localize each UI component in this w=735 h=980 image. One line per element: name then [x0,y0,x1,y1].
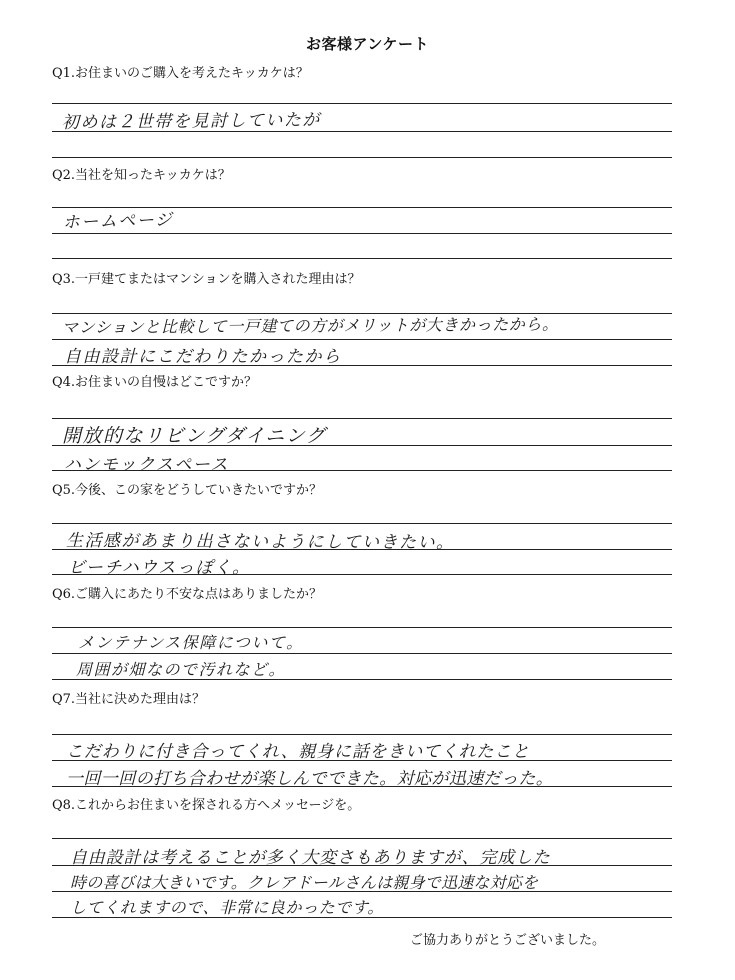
handwritten-answer: 初めは２世帯を見討していたが [61,110,321,133]
handwritten-answer: 自由設計は考えることが多く大変さもありますが、完成した [70,848,551,868]
answer-line [52,653,672,654]
answer-line [52,418,672,419]
answer-line [52,838,672,839]
question-q4: Q4.お住まいの自慢はどこですか？ [52,375,258,390]
closing-message: ご協力ありがとうございました。 [410,933,606,948]
answer-line [52,157,672,158]
answer-line [52,523,672,524]
handwritten-answer: 一回一回の打ち合わせが楽しんでできた。対応が迅速だった。 [66,769,554,789]
handwritten-answer: 周囲が畑なので汚れなど。 [76,660,287,679]
question-q1: Q1.お住まいのご購入を考えたキッカケは？ [52,66,309,81]
question-q2: Q2.当社を知ったキッカケは？ [52,168,231,183]
handwritten-answer: マンションと比較して一戸建ての方がメリットが大きかったから。 [61,314,559,338]
handwritten-answer: 自由設計にこだわりたかったから [64,347,342,367]
handwritten-answer: こだわりに付き合ってくれ、親身に話をきいてくれたこと [66,742,530,762]
answer-line [52,734,672,735]
handwritten-answer: 開放的なリビングダイニング [62,425,327,447]
handwritten-answer: ビーチハウスっぽく。 [68,558,251,578]
answer-line [52,233,672,234]
answer-line [52,627,672,628]
handwritten-answer: してくれますので、非常に良かったです。 [70,898,384,917]
page-title: お客様アンケート [305,35,430,53]
handwritten-answer: メンテナンス保障について。 [78,633,304,652]
question-q7: Q7.当社に決めた理由は？ [52,692,206,707]
answer-line [52,258,672,259]
handwritten-answer: ホームページ [62,210,174,233]
question-q6: Q6.ご購入にあたり不安な点はありましたか？ [52,587,323,602]
answer-line [52,339,672,340]
handwritten-answer: 時の喜びは大きいです。クレアドールさんは親身で迅速な対応を [70,873,539,892]
question-q8: Q8.これからお住まいを探される方へメッセージを。 [52,798,361,813]
handwritten-answer: ハンモックスペース [64,455,229,475]
handwritten-answer: 生活感があまり出さないようにしていきたい。 [66,531,455,554]
question-q5: Q5.今後、この家をどうしていきたいですか？ [52,483,323,498]
answer-line [52,103,672,104]
question-q3: Q3.一戸建てまたはマンションを購入された理由は？ [52,272,361,287]
